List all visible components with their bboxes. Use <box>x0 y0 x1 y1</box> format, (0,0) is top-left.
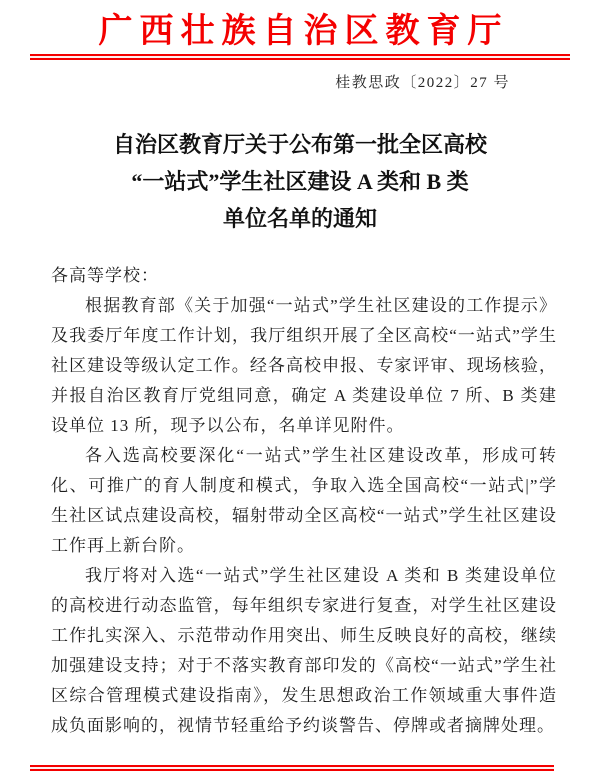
notice-title-line-1: 自治区教育厅关于公布第一批全区高校 <box>112 132 487 157</box>
document-number: 桂教思政〔2022〕27 号 <box>335 75 510 91</box>
paragraph-3: 我厅将对入选“一站式”学生社区建设 A 类和 B 类建设单位的高校进行动态监管，每年组织专家进行复查，对学生社区建设工作扎实深入、示范带动作用突出、师生反映良好的高校，继续加强建设支持；对于不落实教育部印发的《高校“一站式”学生社区综合管理模式建设指南》，发生思想政治工作领域重大事件造成负面影响的，视情节轻重给予约谈警告、停牌或者摘牌处理。 <box>51 566 557 735</box>
footer-divider <box>30 765 554 771</box>
paragraph-2: 各入选高校要深化“一站式”学生社区建设改革，形成可转化、可推广的育人制度和模式，争取入选全国高校“一站式|”学生社区试点建设高校，辐射带动全区高校“一站式”学生社区建设工作再上新台阶。 <box>51 446 557 555</box>
notice-title <box>0 126 600 237</box>
salutation: 各高等学校： <box>51 266 159 285</box>
notice-body <box>51 261 557 741</box>
letterhead-divider <box>30 54 570 60</box>
notice-title-line-2: “一站式”学生社区建设 A 类和 B 类 <box>131 169 469 194</box>
letterhead-agency-name: 广西壮族自治区教育厅 <box>98 13 509 50</box>
notice-title-line-3: 单位名单的通知 <box>222 206 377 231</box>
paragraph-1: 根据教育部《关于加强“一站式”学生社区建设的工作提示》及我委厅年度工作计划，我厅组织开展了全区高校“一站式”学生社区建设等级认定工作。经各高校申报、专家评审、现场核验，并报自治区教育厅党组同意，确定 A 类建设单位 7 所、B 类建设单位 13 所，现予以公布，名单详见附件。 <box>51 296 557 435</box>
